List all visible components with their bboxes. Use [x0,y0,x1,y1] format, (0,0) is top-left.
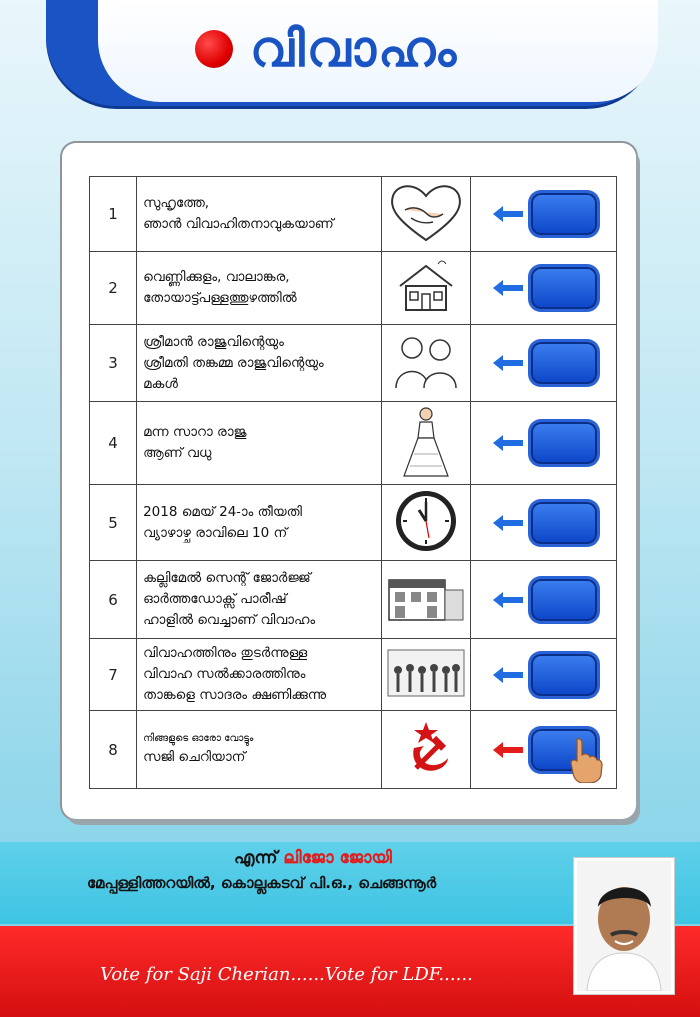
house-icon [390,256,462,316]
vote-button[interactable] [531,267,597,309]
ballot-table [89,176,617,789]
arrow-left-icon [493,355,523,371]
row-number: 6 [90,561,137,639]
clock-icon [393,488,459,554]
arrow-left-icon [493,206,523,222]
bride-icon [396,404,456,478]
page-title: വിവാഹം [250,20,459,78]
row-number: 1 [90,177,137,252]
slogan-text: Vote for Saji Cherian......Vote for LDF...... [100,964,473,985]
arrow-left-icon [493,435,523,451]
ballot-row [90,325,617,402]
footer-from [234,848,392,868]
vote-button[interactable] [531,342,597,384]
heart-hands-icon [387,180,465,244]
ballot-row [90,252,617,325]
vote-button[interactable] [531,654,597,696]
vote-button[interactable] [531,193,597,235]
ballot-row [90,561,617,639]
row-text: വെണ്ണിക്കുളം, വാലാങ്കര, തോയാട്ട്പള്ളത്തുഴത്തിൽ [137,252,382,325]
arrow-left-icon [493,667,523,683]
arrow-left-icon [493,515,523,531]
red-dot-icon [195,30,233,68]
ballot-card [62,143,636,819]
from-prefix: എന്ന് [234,848,278,868]
ballot-row [90,639,617,711]
row-text: നിങ്ങളുടെ ഓരോ വോട്ടും സജി ചെറിയാന് [137,711,382,789]
row-text: മന്ന സാറാ രാജു ആണ് വധു [137,402,382,485]
vote-button[interactable] [531,579,597,621]
vote-button[interactable] [531,502,597,544]
ballot-row [90,485,617,561]
arrow-left-red-icon [493,742,523,758]
building-icon [385,570,467,626]
candidate-photo [574,858,674,994]
row-number: 3 [90,325,137,402]
row-text: 2018 മെയ് 24-ാം തീയതി വ്യാഴാഴ്ച രാവിലെ 10 ന് [137,485,382,561]
arrow-left-icon [493,592,523,608]
ballot-row [90,711,617,789]
crowd-icon [386,646,466,700]
hammer-sickle-icon [396,718,456,778]
row-number: 7 [90,639,137,711]
ballot-row [90,402,617,485]
parents-icon [388,330,464,392]
row-text: സുഹൃത്തേ, ഞാൻ വിവാഹിതനാവുകയാണ് [137,177,382,252]
ballot-row [90,177,617,252]
row-number: 2 [90,252,137,325]
finger-press-icon [569,737,603,783]
row-text: വിവാഹത്തിനും തുടർന്നുള്ള വിവാഹ സൽക്കാരത്തിനും താങ്കളെ സാദരം ക്ഷണിക്കുന്നു [137,639,382,711]
arrow-left-icon [493,280,523,296]
from-name: ലിജോ ജോയി [283,848,392,868]
row-text: കല്ലിമേൽ സെന്റ് ജോർജ്ജ് ഓർത്തഡോക്സ് പാരീഷ് ഹാളിൽ വെച്ചാണ് വിവാഹം [137,561,382,639]
row-text: ശ്രീമാൻ രാജുവിന്റെയും ശ്രീമതി തങ്കമ്മ രാജുവിന്റെയും മകൾ [137,325,382,402]
row-number: 4 [90,402,137,485]
vote-button[interactable] [531,422,597,464]
row-number: 5 [90,485,137,561]
row-number: 8 [90,711,137,789]
footer-address: മേപ്പള്ളിത്തറയിൽ, കൊല്ലകടവ് പി.ഒ., ചെങ്ങന്നൂർ [87,874,437,892]
